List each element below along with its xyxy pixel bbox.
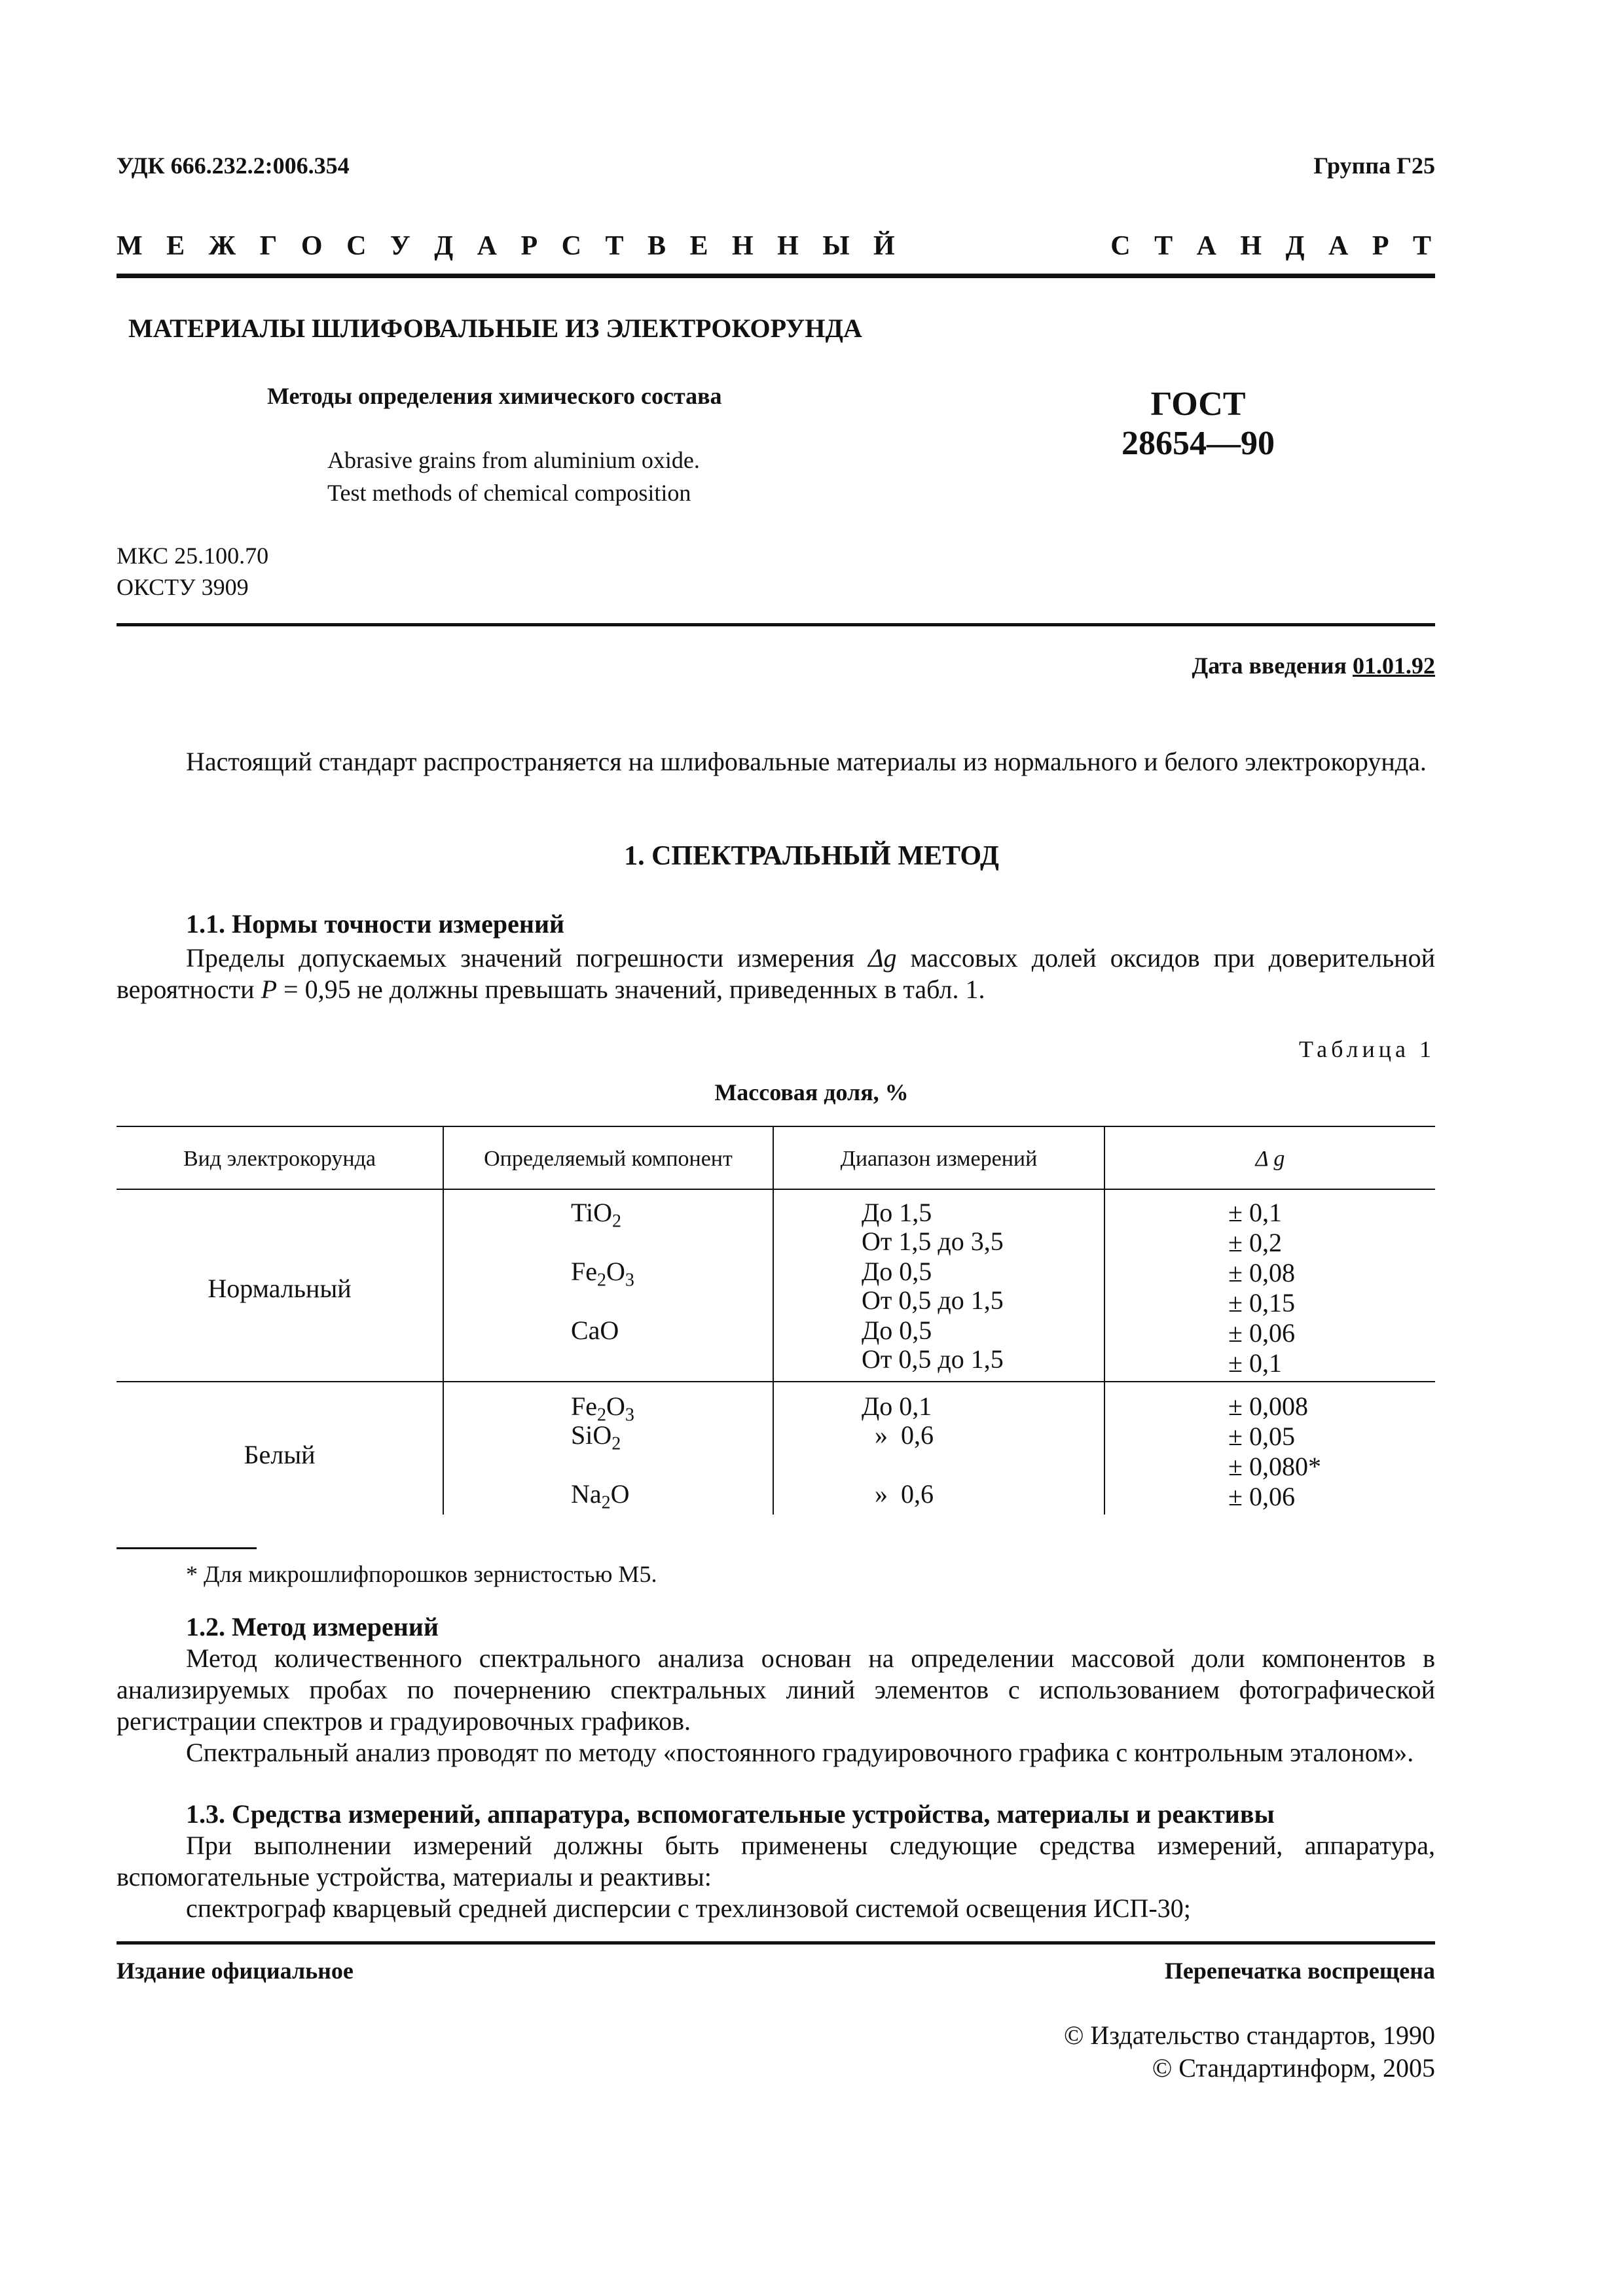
document-subtitle: Методы определения химического состава (267, 383, 722, 409)
table-header-component: Определяемый компонент (484, 1147, 733, 1171)
official-edition-label: Издание официальное (117, 1958, 354, 1984)
udk-code: УДК 666.232.2:006.354 (117, 152, 350, 179)
table-header-range: Диапазон измерений (840, 1147, 1038, 1171)
table-column-divider (1104, 1126, 1105, 1515)
table-cell-delta: ± 0,15 (1228, 1288, 1295, 1318)
table-cell-component: $Fe_2O_3$ (571, 1391, 634, 1426)
p-symbol: P (261, 975, 278, 1004)
section-1-heading: 1. СПЕКТРАЛЬНЫЙ МЕТОД (624, 841, 999, 871)
section-1-2-paragraph-1: Метод количественного спектрального анализа основан на определении массовой доли компонентов в анализируемых пробах по почернению спектральных линий элементов с использованием фотографической регистрации спектров и градуировочных графиков. (117, 1643, 1435, 1736)
title-rule (117, 623, 1435, 626)
table-cell-range: До 1,5 (862, 1198, 932, 1227)
table-cell-type-white: Белый (244, 1440, 316, 1469)
mks-code: МКС 25.100.70 (117, 543, 269, 569)
table-cell-range: До 0,5 (862, 1257, 932, 1286)
s11-text-a: Пределы допускаемых значений погрешности измерения (186, 943, 869, 973)
footnote-rule (117, 1547, 257, 1549)
copyright-line-2: © Стандартинформ, 2005 (1152, 2053, 1435, 2083)
document-title: МАТЕРИАЛЫ ШЛИФОВАЛЬНЫЕ ИЗ ЭЛЕКТРОКОРУНДА (128, 314, 862, 343)
s11-text-b: массовых долей оксидов при доверительной вероятности (117, 943, 1435, 1004)
table-cell-range: » 0,6 (875, 1479, 934, 1509)
delta-g-symbol: Δg (868, 943, 897, 973)
english-title-line2: Test methods of chemical composition (327, 480, 691, 506)
reprint-prohibited-label: Перепечатка воспрещена (1164, 1958, 1435, 1984)
table-column-divider (443, 1126, 444, 1515)
footer-rule (117, 1941, 1435, 1945)
english-title-line1: Abrasive grains from aluminium oxide. (327, 447, 700, 473)
table-cell-component: $Fe_2O_3$ (571, 1257, 634, 1291)
table-cell-delta: ± 0,08 (1228, 1258, 1295, 1287)
table-cell-delta: ± 0,06 (1228, 1318, 1295, 1348)
table-cell-range: От 1,5 до 3,5 (862, 1227, 1004, 1256)
table-cell-range: До 0,1 (862, 1391, 932, 1421)
table-group-divider (117, 1381, 1435, 1382)
table-cell-delta: ± 0,080* (1228, 1452, 1321, 1481)
table-header-type: Вид электрокорунда (183, 1147, 376, 1171)
section-1-3-paragraph-2: спектрограф кварцевый средней дисперсии с трехлинзовой системой освещения ИСП-30; (186, 1893, 1191, 1923)
section-1-2-heading: 1.2. Метод измерений (186, 1612, 439, 1641)
date-value: 01.01.92 (1353, 653, 1435, 679)
table-cell-delta: ± 0,06 (1228, 1482, 1295, 1511)
header-rule (117, 274, 1435, 278)
date-label: Дата введения (1192, 653, 1347, 679)
section-1-3-heading: 1.3. Средства измерений, аппаратура, вспомогательные устройства, материалы и реактивы (186, 1799, 1275, 1829)
okstu-code: ОКСТУ 3909 (117, 574, 249, 600)
s11-text-c: = 0,95 не должны превышать значений, приведенных в табл. 1. (277, 975, 985, 1004)
gost-label: ГОСТ (1150, 386, 1246, 423)
table-header-border (117, 1189, 1435, 1190)
table-cell-range: От 0,5 до 1,5 (862, 1344, 1004, 1374)
banner-left: М Е Ж Г О С У Д А Р С Т В Е Н Н Ы Й (117, 231, 899, 261)
table-label: Таблица 1 (1299, 1036, 1435, 1062)
table-cell-type-normal: Нормальный (208, 1274, 352, 1303)
table-cell-delta: ± 0,05 (1228, 1422, 1295, 1451)
table-top-border (117, 1126, 1435, 1127)
table-column-divider (773, 1126, 774, 1515)
table-cell-range: » 0,6 (875, 1420, 934, 1450)
table-cell-component: SiO$_2$ (571, 1420, 621, 1454)
table-cell-delta: ± 0,1 (1228, 1348, 1282, 1378)
group-code: Группа Г25 (1313, 152, 1435, 179)
table-cell-delta: ± 0,2 (1228, 1228, 1282, 1257)
table-cell-component: TiO$_2$ (571, 1198, 622, 1232)
table-cell-delta: ± 0,008 (1228, 1391, 1308, 1421)
table-cell-delta: ± 0,1 (1228, 1198, 1282, 1227)
table-footnote: * Для микрошлифпорошков зернистостью М5. (186, 1561, 657, 1587)
section-1-1-text (117, 942, 1435, 1005)
gost-number: 28654—90 (1122, 425, 1275, 462)
section-1-2-paragraph-2: Спектральный анализ проводят по методу «постоянного градуировочного графика с контрольным эталоном». (186, 1738, 1414, 1767)
table-header-delta: Δ g (1255, 1147, 1285, 1171)
table-caption: Массовая доля, % (714, 1079, 909, 1105)
section-1-3-paragraph-1: При выполнении измерений должны быть применены следующие средства измерений, аппаратура, вспомогательные устройства, материалы и реактивы: (117, 1831, 1435, 1892)
table-cell-component: $Na_2O$ (571, 1479, 630, 1513)
section-1-1-heading: 1.1. Нормы точности измерений (186, 909, 565, 939)
table-cell-component: CaO (571, 1316, 619, 1345)
table-cell-range: От 0,5 до 1,5 (862, 1285, 1004, 1315)
banner-right: С Т А Н Д А Р Т (1110, 231, 1435, 261)
intro-paragraph: Настоящий стандарт распространяется на шлифовальные материалы из нормального и белого электрокорунда. (186, 747, 1427, 776)
introduction-date (1192, 652, 1436, 679)
copyright-line-1: © Издательство стандартов, 1990 (1063, 2020, 1435, 2050)
table-cell-range: До 0,5 (862, 1316, 932, 1345)
